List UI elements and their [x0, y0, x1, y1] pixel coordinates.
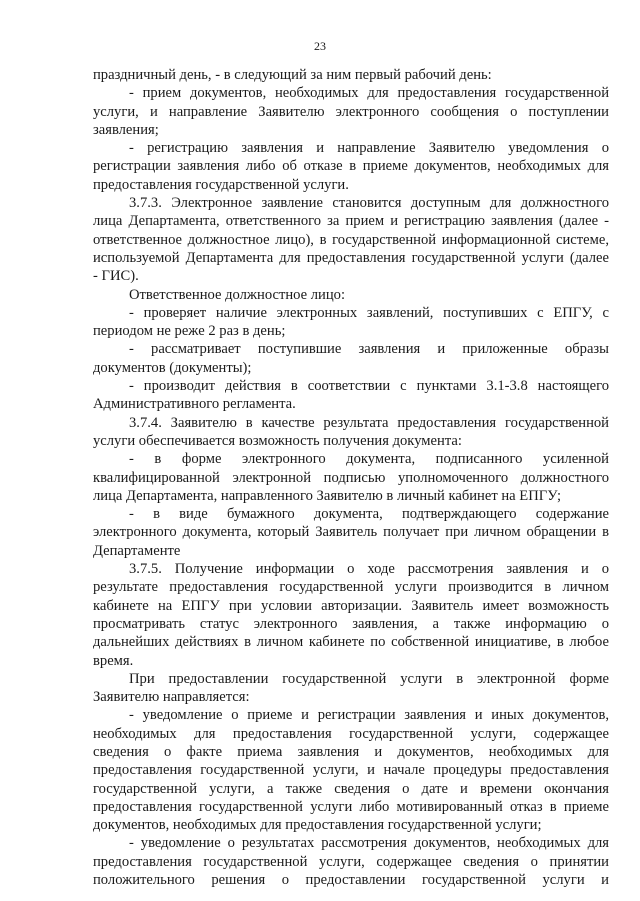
text-line: сведения о факте приема заявления и документов, необходимых для	[93, 743, 609, 760]
text-line: электронного документа, который Заявитель получает при личном обращении в	[93, 524, 609, 541]
text-line: - проверяет наличие электронных заявлений, поступивших с ЕПГУ, с	[129, 304, 609, 321]
text-line: лица Департамента, направленного Заявителю в личный кабинет на ЕПГУ;	[93, 487, 562, 504]
text-line: документов (документы);	[93, 359, 252, 376]
text-line: положительного решения о предоставлении государственной услуги и	[93, 872, 609, 889]
text-line: предоставления государственной услуги, содержащее сведения о принятии	[93, 853, 609, 870]
text-line: лица Департамента, ответственного за прием и регистрацию заявления (далее -	[93, 213, 609, 230]
text-line: кабинете на ЕПГУ при условии авторизации. Заявитель имеет возможность	[93, 597, 609, 614]
text-line: - уведомление о приеме и регистрации заявления и иных документов,	[129, 707, 609, 724]
text-line: Департаменте	[93, 542, 181, 559]
text-line: используемой Департамента для предоставления государственной услуги (далее	[93, 249, 609, 266]
text-line: Административного регламента.	[93, 396, 296, 413]
text-line: 3.7.3. Электронное заявление становится доступным для должностного	[129, 195, 609, 212]
text-line: заявления;	[93, 121, 159, 138]
text-line: - в виде бумажного документа, подтверждающего содержание	[129, 506, 609, 523]
text-line: время.	[93, 652, 134, 669]
text-line: При предоставлении государственной услуги в электронной форме	[129, 670, 609, 687]
text-line: регистрации заявления либо об отказе в приеме документов, необходимых для	[93, 158, 609, 175]
text-line: предоставления государственной услуги, и начале процедуры предоставления	[93, 762, 609, 779]
text-line: услуги, и направление Заявителю электронного сообщения о поступлении	[93, 103, 609, 120]
text-line: государственной услуги, а также сведения о дате и времени окончания	[93, 780, 609, 797]
text-line: Заявителю направляется:	[93, 689, 250, 706]
text-line: - в форме электронного документа, подписанного усиленной	[129, 451, 609, 468]
text-line: - уведомление о результатах рассмотрения документов, необходимых для	[129, 835, 609, 852]
document-body	[93, 66, 609, 889]
text-line: 3.7.4. Заявителю в качестве результата предоставления государственной	[129, 414, 609, 431]
text-line: предоставления государственной услуги либо мотивированный отказ в приеме	[93, 798, 609, 815]
text-line: просматривать статус электронного заявления, а также информацию о	[93, 615, 609, 632]
text-line: - регистрацию заявления и направление Заявителю уведомления о	[129, 140, 609, 157]
text-line: праздничный день, - в следующий за ним первый рабочий день:	[93, 67, 492, 83]
text-line: 3.7.5. Получение информации о ходе рассмотрения заявления и о	[129, 561, 609, 578]
text-line: ответственное должностное лицо), в государственной информационной системе,	[93, 231, 609, 248]
text-line: услуги обеспечивается возможность получения документа:	[93, 432, 462, 449]
text-line: - производит действия в соответствии с пунктами 3.1-3.8 настоящего	[129, 378, 609, 395]
text-line: - рассматривает поступившие заявления и приложенные образы	[129, 341, 609, 358]
text-line: - ГИС).	[93, 268, 139, 285]
text-line: предоставления государственной услуги.	[93, 176, 349, 193]
text-line: необходимых для предоставления государственной услуги, содержащее	[93, 725, 609, 742]
text-line: - прием документов, необходимых для предоставления государственной	[129, 85, 609, 102]
page-number: 23	[314, 39, 326, 53]
text-line: квалифицированной электронной подписью уполномоченного должностного	[93, 469, 609, 486]
text-line: документов, необходимых для предоставления государственной услуги;	[93, 817, 542, 834]
text-line: Ответственное должностное лицо:	[129, 286, 345, 303]
text-line: дальнейших действиях в личном кабинете по собственной инициативе, в любое	[93, 634, 609, 651]
text-line: периодом не реже 2 раз в день;	[93, 323, 286, 340]
text-line: результате предоставления государственной услуги производится в личном	[93, 579, 609, 596]
